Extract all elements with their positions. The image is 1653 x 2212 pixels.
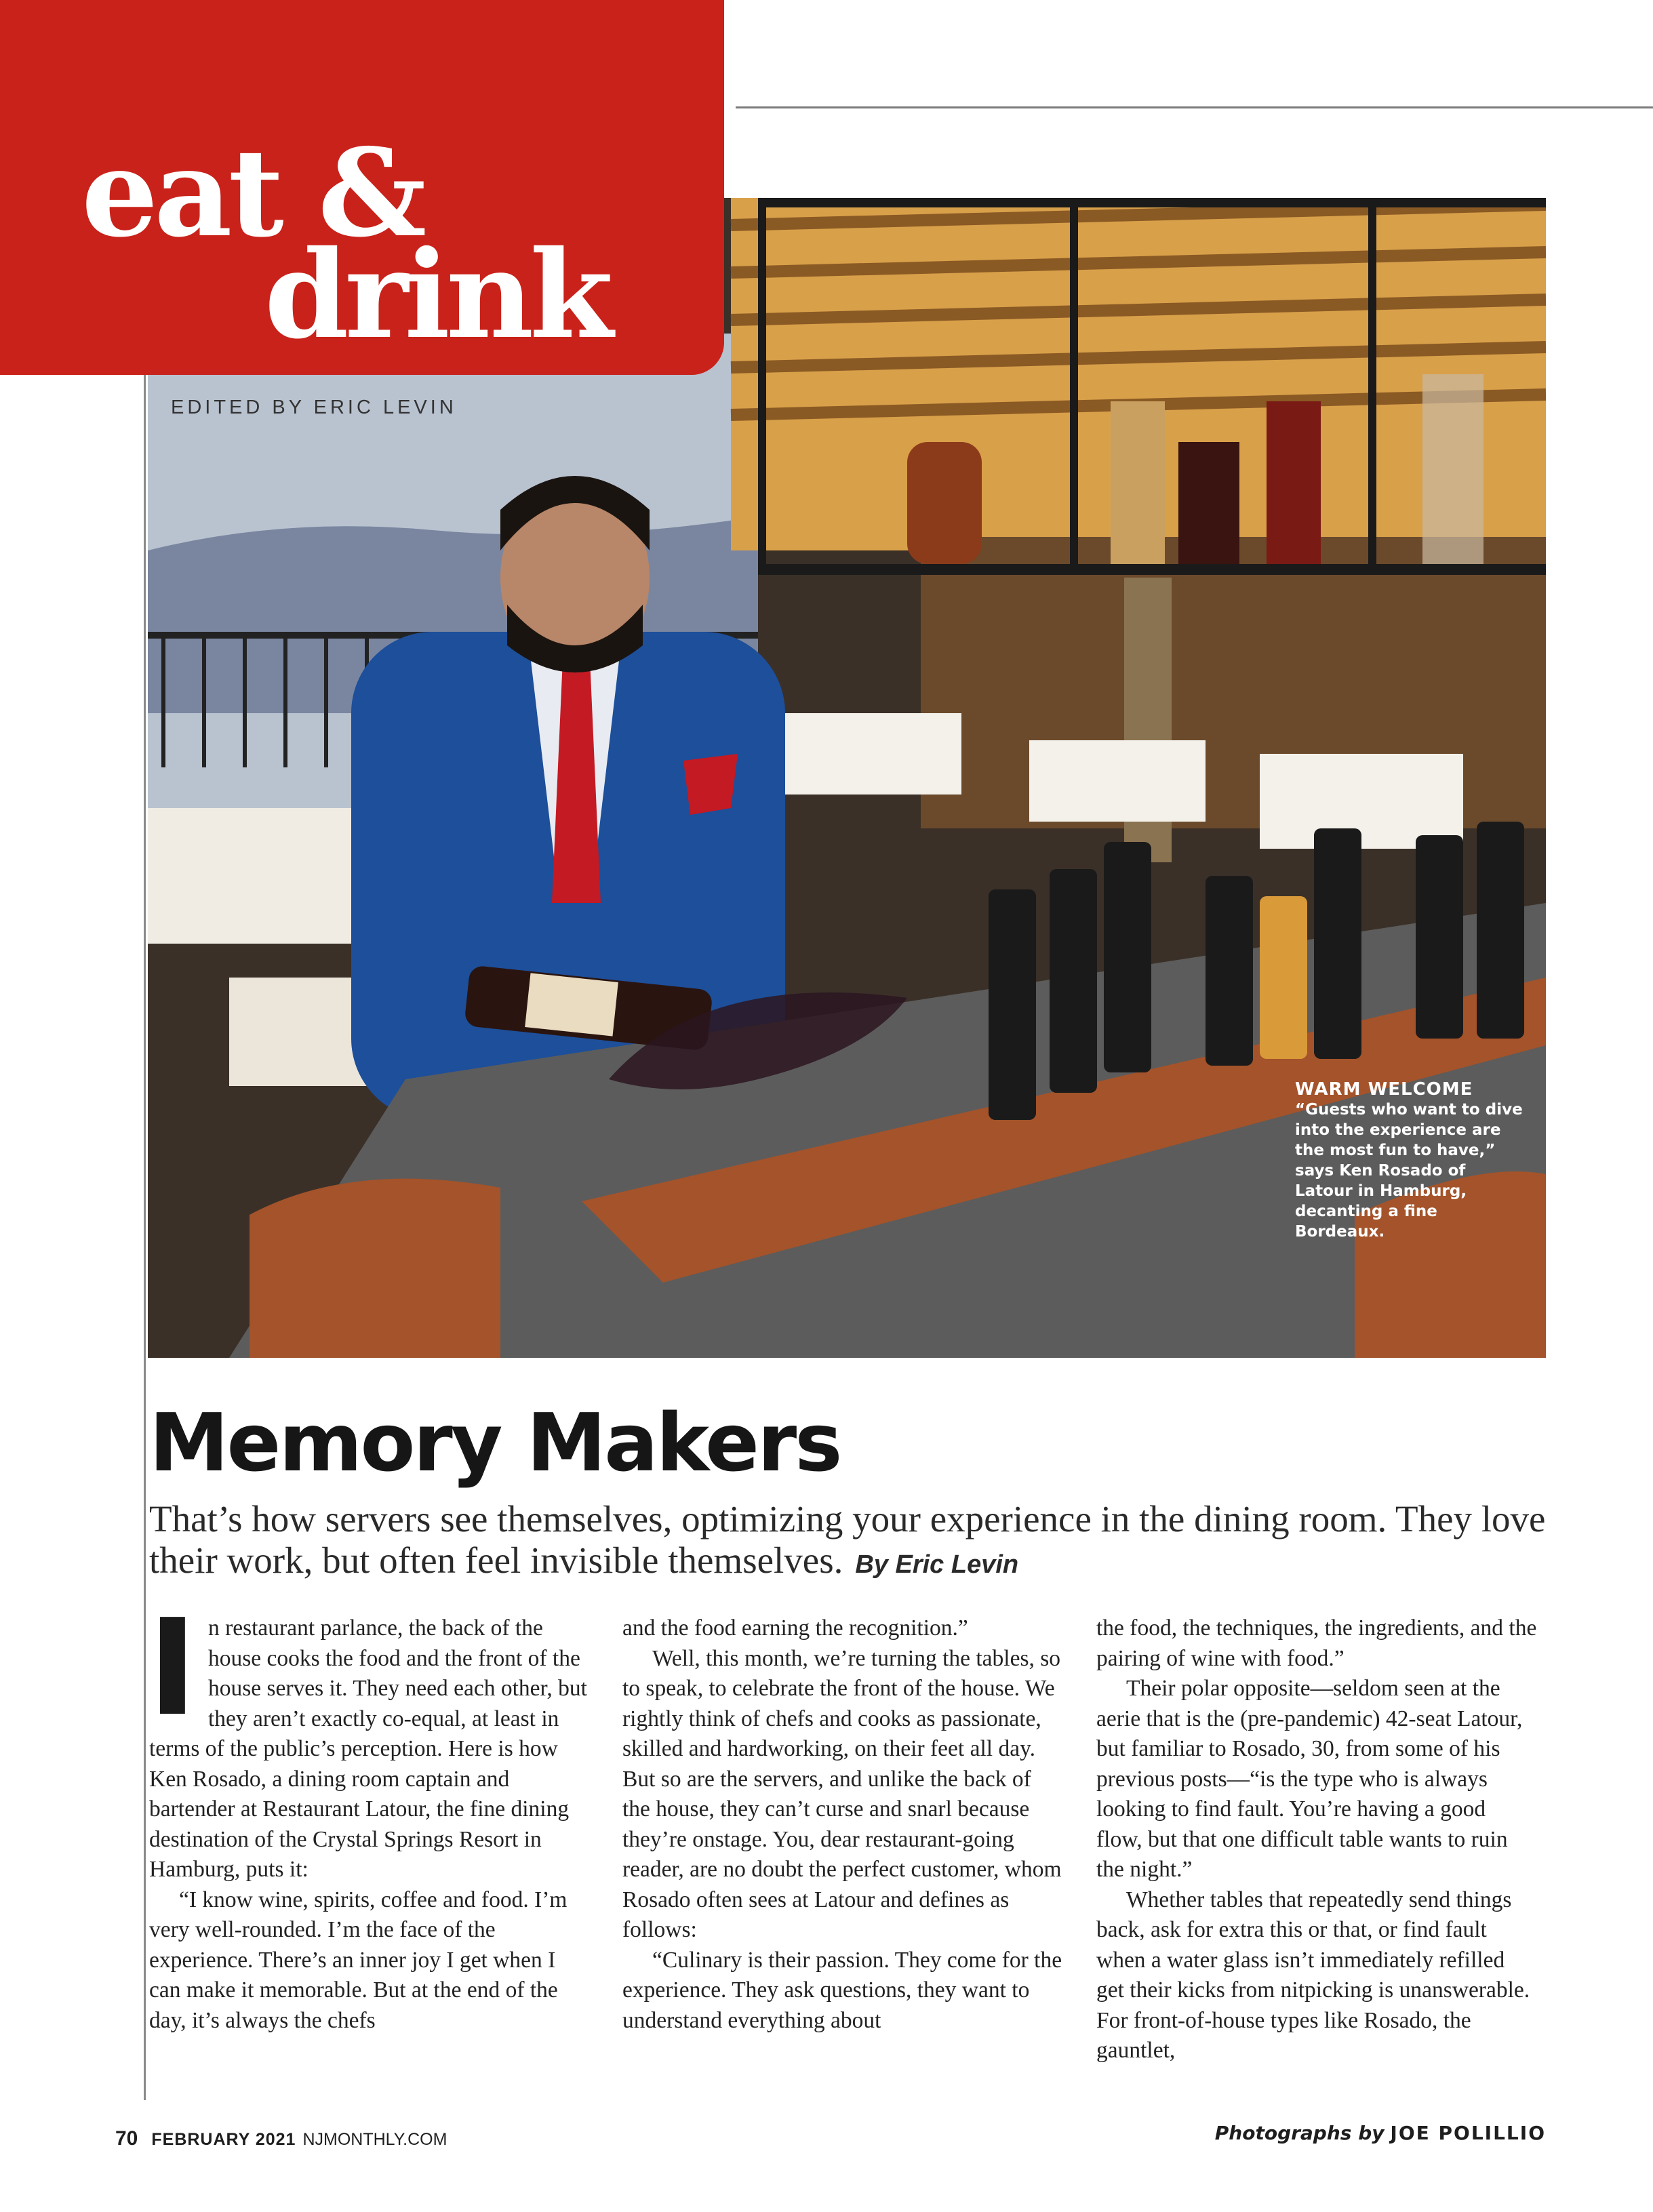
dining-table [1260, 754, 1463, 849]
folio [115, 2127, 447, 2150]
photo-caption [1295, 1079, 1526, 1242]
byline: By Eric Levin [855, 1550, 1019, 1579]
site-url: NJMONTHLY.COM [302, 2130, 447, 2149]
shelf-post [758, 198, 766, 575]
dek-text: That’s how servers see themselves, optimizing your experience in the dining room. They love their work, but often feel invisible themselves. [149, 1498, 1546, 1581]
dining-table [1029, 740, 1206, 822]
section-title [81, 122, 610, 365]
paragraph-text: n restaurant parlance, the back of the house cooks the food and the front of the house serves it. They need each other, but they aren’t exactly co-equal, at least in terms of the public’s perception. Here is how Ken Rosado, a dining room captain and bartender at Restaurant Latour, the fine dining destination of the Crystal Springs Resort in Hamburg, puts it: [149, 1615, 587, 1882]
shelf-bottom [758, 564, 1546, 575]
top-rule [736, 106, 1653, 108]
dropcap: I [148, 1591, 197, 1746]
shelf-top [758, 198, 1546, 207]
shelf-post [1368, 198, 1376, 575]
body-column-3 [1096, 1613, 1537, 2066]
dek [149, 1498, 1546, 1586]
paragraph: and the food earning the recognition.” [622, 1615, 968, 1641]
section-title-line2: drink [264, 224, 610, 365]
chair [250, 1179, 500, 1358]
paragraph: Their polar opposite—seldom seen at the aerie that is the (pre-pandemic) 42-seat Latour, but familiar to Rosado, 30, from some of his previous posts—“is the type who is always looking to find fault. You’re having a good flow, but that one difficult table wants to ruin the night.” [1096, 1676, 1523, 1882]
paragraph: Well, this month, we’re turning the tables, so to speak, to celebrate the front of the house. We rightly think of chefs and cooks as passionate, skilled and hardworking, on their feet all day. But so are the servers, and unlike the back of the house, they can’t curse and snarl because they’re onstage. You, dear restaurant-going reader, are no doubt the perfect customer, whom Rosado often sees at Latour and defines as follows: [622, 1645, 1062, 1942]
issue-date: FEBRUARY 2021 [151, 2130, 296, 2149]
pocket-square [683, 754, 738, 815]
bottle-label [525, 973, 618, 1036]
photo-credit [1215, 2122, 1546, 2144]
shelf-post [1070, 198, 1078, 575]
paragraph: “Culinary is their passion. They come for the experience. They ask questions, they want to understand everything about [622, 1947, 1062, 2033]
paragraph: Whether tables that repeatedly send things back, ask for extra this or that, or find fault when a water glass isn’t immediately refilled get their kicks from nitpicking is unanswerable. For front-of-house types like Rosado, the gauntlet, [1096, 1887, 1530, 2063]
paragraph: the food, the techniques, the ingredients, and the pairing of wine with food.” [1096, 1615, 1537, 1671]
section-title-line1: eat & [81, 122, 423, 264]
headline: Memory Makers [149, 1396, 841, 1489]
caption-head: WARM WELCOME [1295, 1079, 1473, 1100]
editor-credit: EDITED BY ERIC LEVIN [171, 397, 457, 418]
paragraph: “I know wine, spirits, coffee and food. I’m very well-rounded. I’m the face of the experience. There’s an inner joy I get when I can make it memorable. But at the end of the day, it’s always the chefs [149, 1887, 567, 2033]
credit-prefix: Photographs by [1214, 2122, 1385, 2144]
section-tab [0, 0, 724, 375]
body-column-1 [148, 1591, 590, 2036]
paragraph [148, 1591, 590, 1885]
caption-body: “Guests who want to dive into the experience are the most fun to have,” says Ken Rosado of Latour in Hamburg, decanting a fine Bordeaux. [1295, 1101, 1523, 1241]
credit-name: JOE POLILLIO [1390, 2122, 1546, 2144]
page-number: 70 [115, 2127, 138, 2150]
left-rule [144, 375, 146, 2100]
body-column-2 [622, 1613, 1063, 2036]
